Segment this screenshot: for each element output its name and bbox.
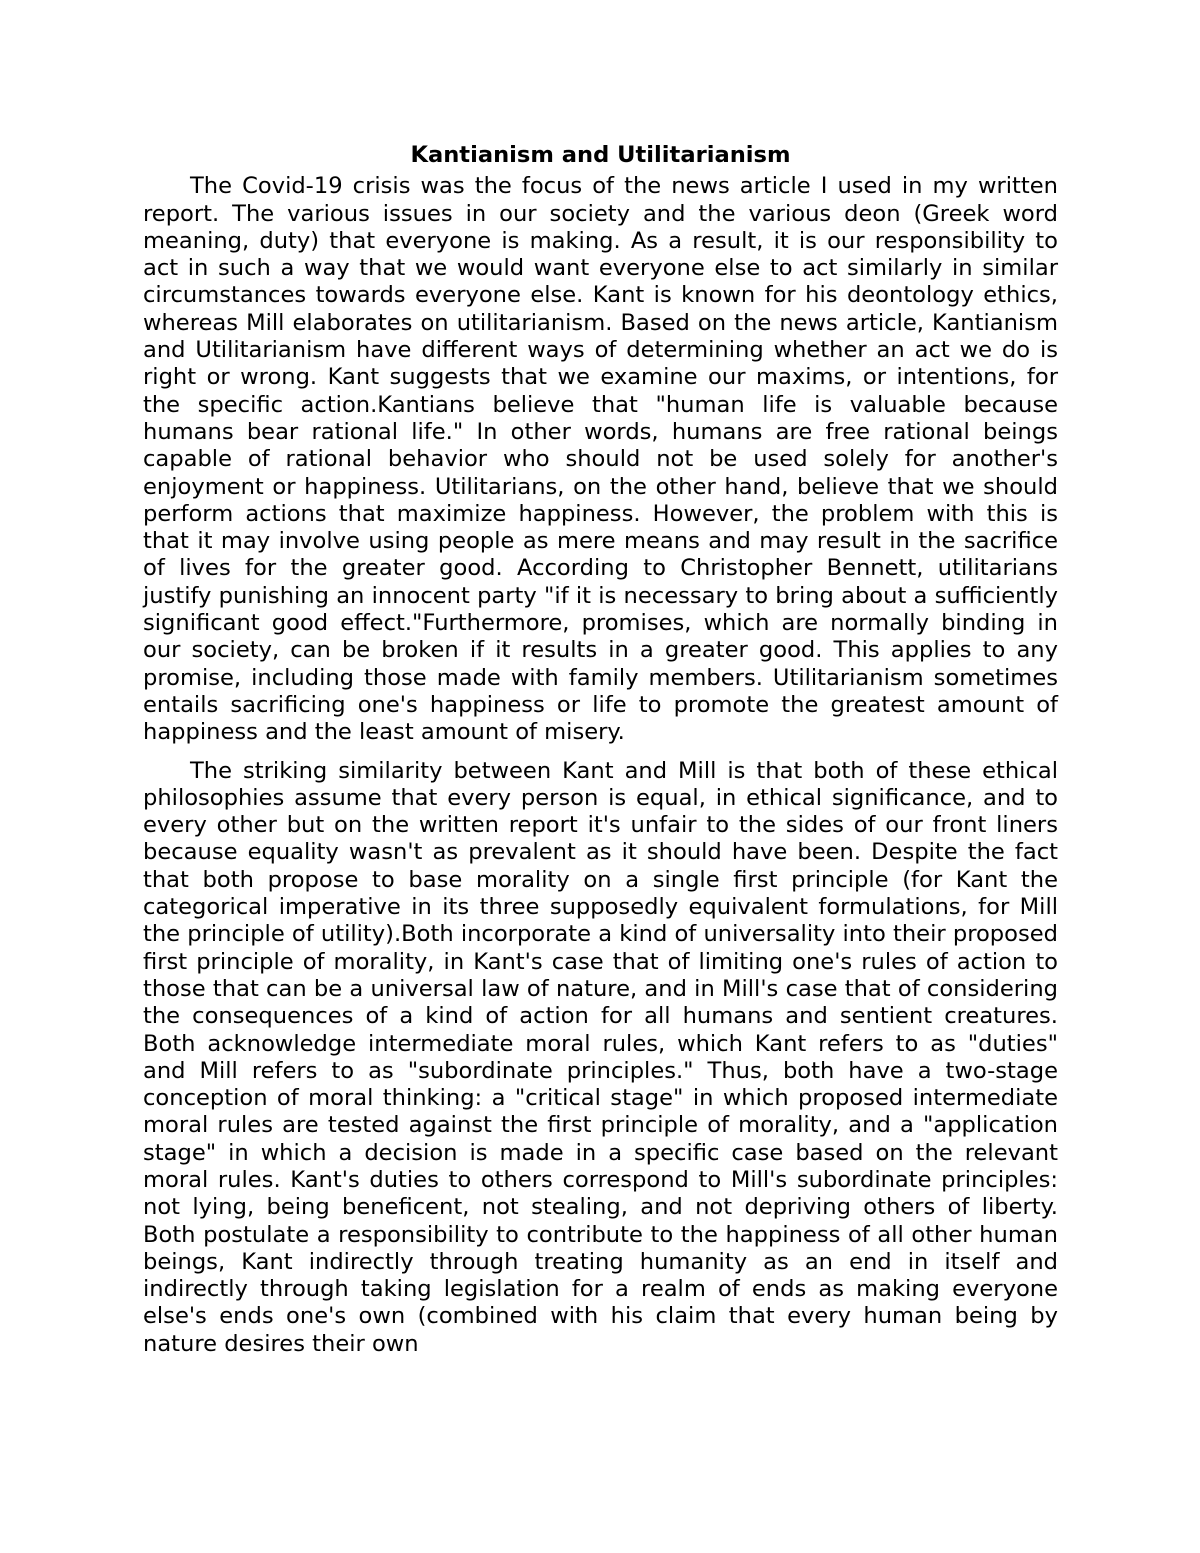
document-body	[143, 142, 1058, 1358]
document-title: Kantianism and Utilitarianism	[410, 142, 791, 168]
paragraph-2: The striking similarity between Kant and Mill is that both of these ethical philosophies assume that every person is equal, in ethical significance, and to every other but on the written report it's unfair to the sides of our front liners because equality wasn't as prevalent as it should have been. Despite the fact that both propose to base morality on a single first principle (for Kant the categorical imperative in its three supposedly equivalent formulations, for Mill the principle of utility).Both incorporate a kind of universality into their proposed first principle of morality, in Kant's case that of limiting one's rules of action to those that can be a universal law of nature, and in Mill's case that of considering the consequences of a kind of action for all humans and sentient creatures. Both acknowledge intermediate moral rules, which Kant refers to as "duties" and Mill refers to as "subordinate principles." Thus, both have a two-stage conception of moral thinking: a "critical stage" in which proposed intermediate moral rules are tested against the first principle of morality, and a "application stage" in which a decision is made in a specific case based on the relevant moral rules. Kant's duties to others correspond to Mill's subordinate principles: not lying, being beneficent, not stealing, and not depriving others of liberty. Both postulate a responsibility to contribute to the happiness of all other human beings, Kant indirectly through treating humanity as an end in itself and indirectly through taking legislation for a realm of ends as making everyone else's ends one's own (combined with his claim that every human being by nature desires their own	[143, 757, 1058, 1357]
paragraph-1: The Covid-19 crisis was the focus of the news article I used in my written report. The various issues in our society and the various deon (Greek word meaning, duty) that everyone is making. As a result, it is our responsibility to act in such a way that we would want everyone else to act similarly in similar circumstances towards everyone else. Kant is known for his deontology ethics, whereas Mill elaborates on utilitarianism. Based on the news article, Kantianism and Utilitarianism have different ways of determining whether an act we do is right or wrong. Kant suggests that we examine our maxims, or intentions, for the specific action.Kantians believe that "human life is valuable because humans bear rational life." In other words, humans are free rational beings capable of rational behavior who should not be used solely for another's enjoyment or happiness. Utilitarians, on the other hand, believe that we should perform actions that maximize happiness. However, the problem with this is that it may involve using people as mere means and may result in the sacrifice of lives for the greater good. According to Christopher Bennett, utilitarians justify punishing an innocent party "if it is necessary to bring about a sufficiently significant good effect."Furthermore, promises, which are normally binding in our society, can be broken if it results in a greater good. This applies to any promise, including those made with family members. Utilitarianism sometimes entails sacrificing one's happiness or life to promote the greatest amount of happiness and the least amount of misery.	[143, 173, 1058, 746]
